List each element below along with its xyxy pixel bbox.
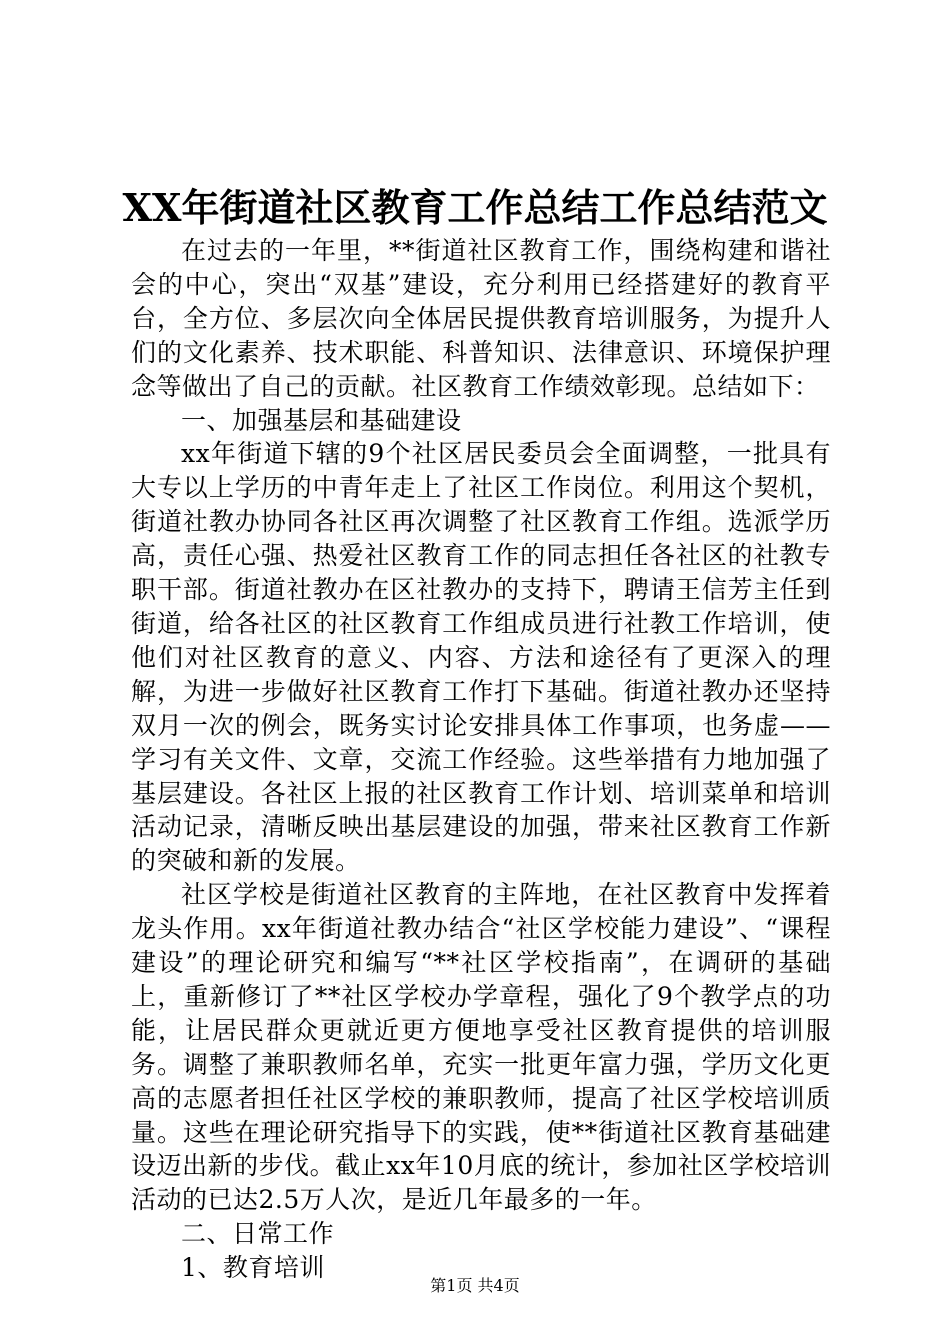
section-heading-1: 一、加强基层和基础建设 xyxy=(181,405,462,435)
paragraph-grassroots: xx年街道下辖的9个社区居民委员会全面调整，一批具有大专以上学历的中青年走上了社区工作岗位。利用这个契机，街道社教办协同各社区再次调整了社区教育工作组。选派学历高，责任心强、热爱社区教育工作的同志担任各社区的社教专职干部。街道社教办在区社教办的支持下，聘请王信芳主任到街道，给各社区的社区教育工作组成员进行社教工作培训，使他们对社区教育的意义、内容、方法和途径有了更深入的理解，为进一步做好社区教育工作打下基础。街道社教办还坚持双月一次的例会，既务实讨论安排具体工作事项，也务虚——学习有关文件、文章，交流工作经验。这些举措有力地加强了基层建设。各社区上报的社区教育工作计划、培训菜单和培训活动记录，清晰反映出基层建设的加强，带来社区教育工作新的突破和新的发展。 xyxy=(131,439,831,876)
document-body xyxy=(131,234,831,1285)
subsection-heading-1: 1、教育培训 xyxy=(181,1253,325,1283)
section-heading-2: 二、日常工作 xyxy=(181,1219,335,1249)
page-footer: 第1页 共4页 xyxy=(430,1276,520,1295)
document-title: XX年街道社区教育工作总结工作总结范文 xyxy=(122,185,828,230)
paragraph-community-school: 社区学校是街道社区教育的主阵地，在社区教育中发挥着龙头作用。xx年街道社教办结合“社区学校能力建设”、“课程建设”的理论研究和编写“**社区学校指南”，在调研的基础上，重新修订了**社区学校办学章程，强化了9个教学点的功能，让居民群众更就近更方便地享受社区教育提供的培训服务。调整了兼职教师名单，充实一批更年富力强，学历文化更高的志愿者担任社区学校的兼职教师，提高了社区学校培训质量。这些在理论研究指导下的实践，使**街道社区教育基础建设迈出新的步伐。截止xx年10月底的统计，参加社区学校培训活动的已达2.5万人次，是近几年最多的一年。 xyxy=(131,880,831,1215)
paragraph-intro: 在过去的一年里，**街道社区教育工作，围绕构建和谐社会的中心，突出“双基”建设，充分利用已经搭建好的教育平台，全方位、多层次向全体居民提供教育培训服务，为提升人们的文化素养、技术职能、科普知识、法律意识、环境保护理念等做出了自己的贡献。社区教育工作绩效彰现。总结如下： xyxy=(131,236,831,401)
